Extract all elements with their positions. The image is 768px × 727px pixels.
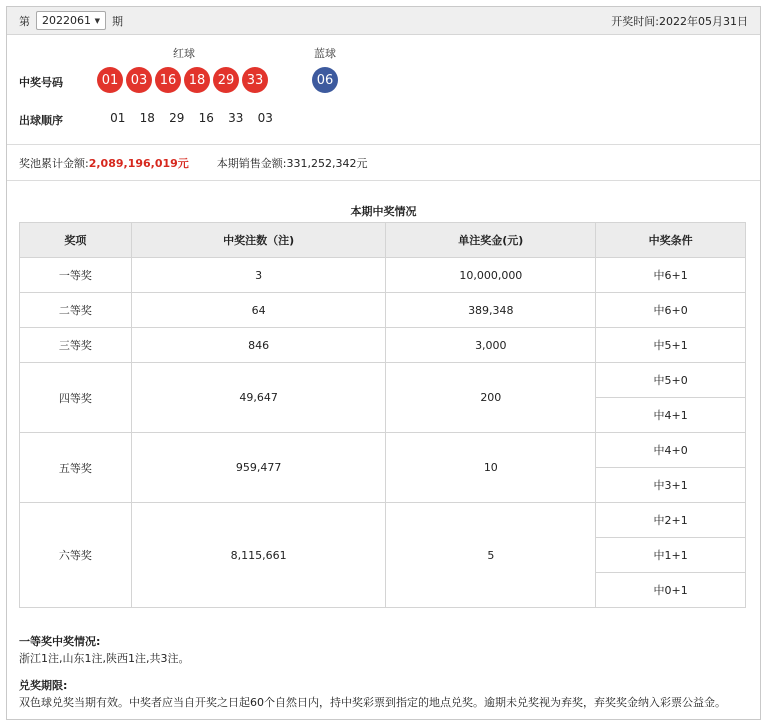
winner-count-cell: 49,647 [131,363,386,433]
table-row [20,328,746,363]
red-ball: 29 [213,67,239,93]
first-prize-text: 浙江1注,山东1注,陕西1注,共3注。 [19,652,190,665]
table-row [20,363,746,398]
winner-count-cell: 959,477 [131,433,386,503]
condition-cell: 中3+1 [596,468,746,503]
table-row [20,293,746,328]
blue-balls [312,67,338,93]
draw-order-number: 01 [110,111,126,125]
pool-row [7,145,760,181]
red-ball-header: 红球 [173,47,195,60]
header-condition: 中奖条件 [596,223,746,258]
condition-cell: 中4+0 [596,433,746,468]
prize-level-cell: 二等奖 [20,293,132,328]
pool-amount: 2,089,196,019元 [88,156,189,170]
draw-order-number: 29 [169,111,185,125]
red-balls [97,67,268,93]
draw-result-panel [6,6,761,720]
condition-cell: 中0+1 [596,573,746,608]
sales-amount: 331,252,342元 [286,156,368,170]
header-prize-level: 奖项 [20,223,132,258]
table-header-row [20,223,746,258]
condition-cell: 中1+1 [596,538,746,573]
draw-order [103,111,280,125]
prize-level-cell: 一等奖 [20,258,132,293]
condition-cell: 中5+0 [596,363,746,398]
period-select[interactable] [36,11,106,30]
draw-order-number: 03 [257,111,273,125]
condition-cell: 中5+1 [596,328,746,363]
winner-count-cell: 8,115,661 [131,503,386,608]
prize-amount-cell: 200 [386,363,596,433]
top-bar [7,7,760,35]
winner-count-cell: 3 [131,258,386,293]
red-ball: 18 [184,67,210,93]
table-row [20,503,746,538]
winner-count-cell: 846 [131,328,386,363]
period-suffix: 期 [112,14,123,28]
deadline-text: 双色球兑奖当期有效。中奖者应当自开奖之日起60个自然日内，持中奖彩票到指定的地点兑奖。逾期未兑奖视为弃奖，弃奖奖金纳入彩票公益金。 [19,696,726,709]
chevron-down-icon: ▼ [94,16,100,25]
prize-amount-cell: 10,000,000 [386,258,596,293]
red-ball: 03 [126,67,152,93]
winner-count-cell: 64 [131,293,386,328]
red-ball: 16 [155,67,181,93]
pool-label: 奖池累计金额: [19,156,89,170]
table-row [20,433,746,468]
condition-cell: 中6+1 [596,258,746,293]
prize-level-cell: 三等奖 [20,328,132,363]
prize-level-cell: 五等奖 [20,433,132,503]
red-ball: 33 [242,67,268,93]
blue-ball-header: 蓝球 [314,47,336,60]
draw-order-number: 16 [198,111,214,125]
draw-order-number: 18 [139,111,155,125]
prize-table-title: 本期中奖情况 [350,205,417,218]
draw-order-label: 出球顺序 [19,114,63,127]
prize-amount-cell: 5 [386,503,596,608]
condition-cell: 中4+1 [596,398,746,433]
winning-numbers-section [7,35,760,145]
winning-numbers-label: 中奖号码 [19,76,63,89]
deadline-title: 兑奖期限: [19,679,68,692]
notes [19,633,726,711]
period-value: 2022061 [42,14,91,27]
table-row [20,258,746,293]
sales-label: 本期销售金额: [216,156,287,170]
prize-amount-cell: 10 [386,433,596,503]
first-prize-title: 一等奖中奖情况: [19,635,101,648]
header-prize-amount: 单注奖金(元) [386,223,596,258]
condition-cell: 中6+0 [596,293,746,328]
red-ball: 01 [97,67,123,93]
draw-time: 2022年05月31日 [659,14,748,28]
draw-time-label: 开奖时间: [611,14,659,28]
blue-ball: 06 [312,67,338,93]
condition-cell: 中2+1 [596,503,746,538]
prize-level-cell: 六等奖 [20,503,132,608]
prize-amount-cell: 389,348 [386,293,596,328]
period-prefix: 第 [19,14,30,28]
draw-order-number: 33 [228,111,244,125]
header-winner-count: 中奖注数（注) [131,223,386,258]
prize-level-cell: 四等奖 [20,363,132,433]
prize-table [19,222,746,608]
prize-amount-cell: 3,000 [386,328,596,363]
